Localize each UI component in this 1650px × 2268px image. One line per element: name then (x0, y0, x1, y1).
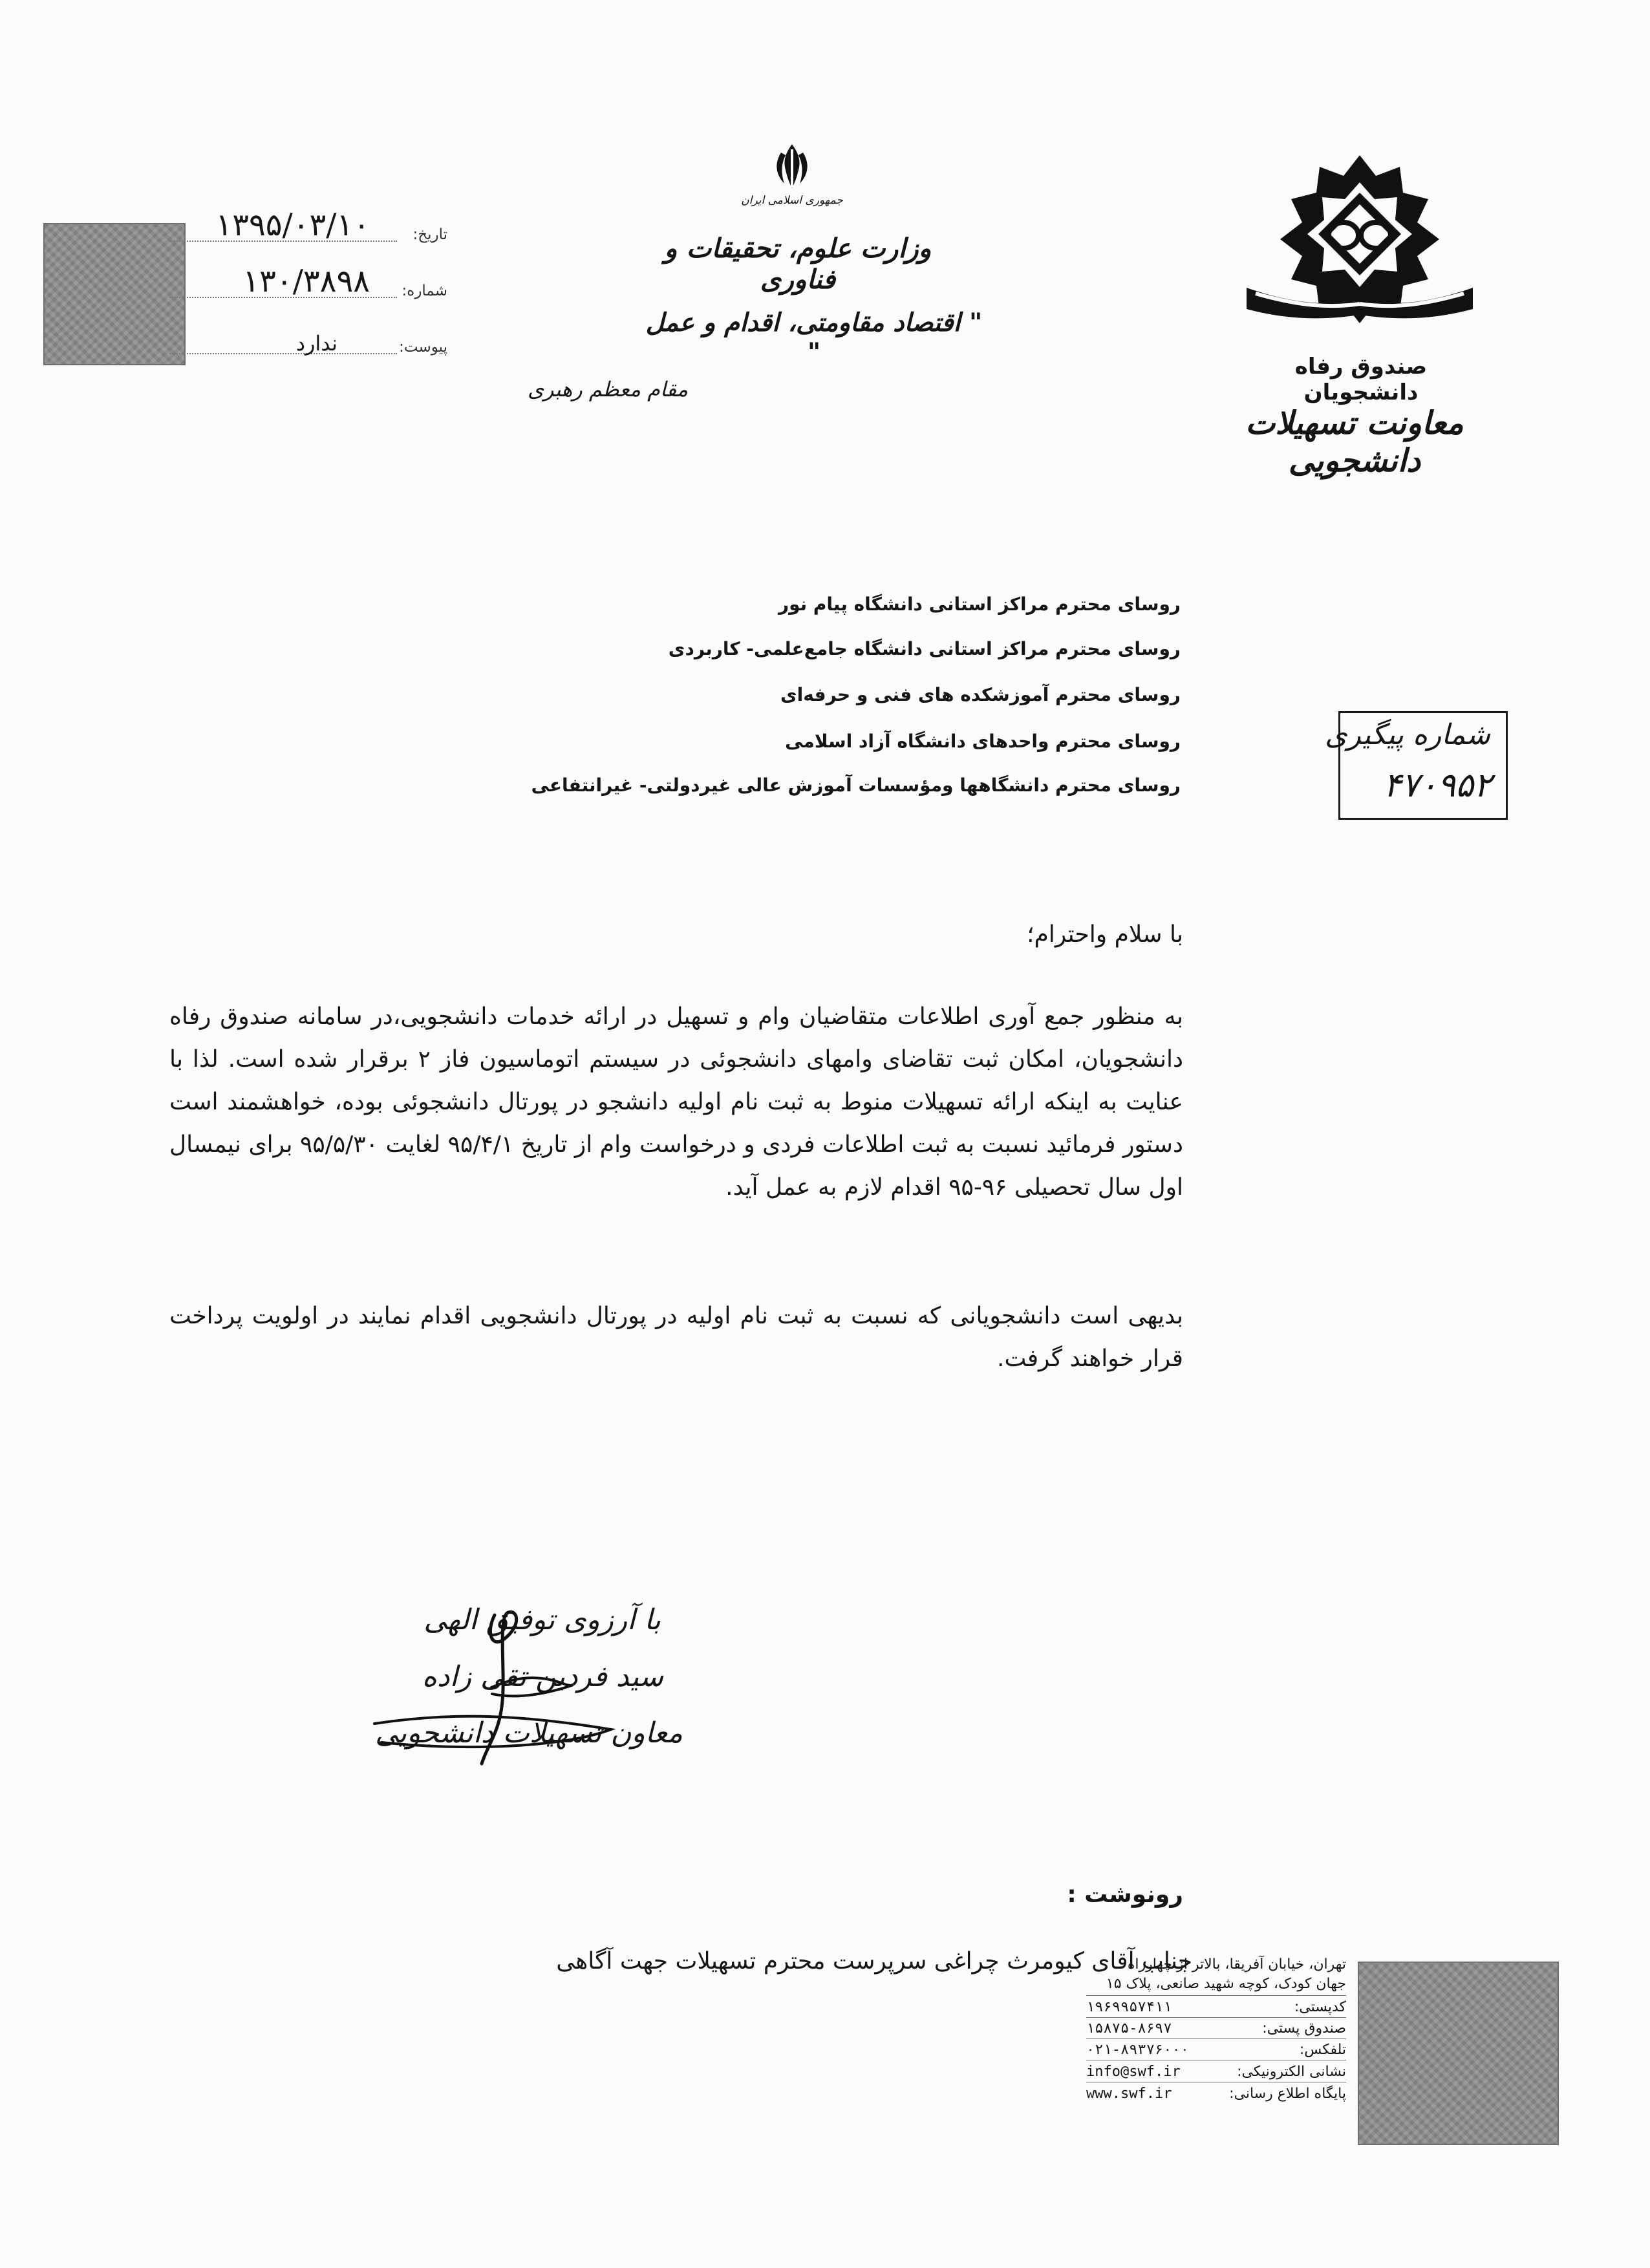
recipient-line: روسای محترم آموزشکده های فنی و حرفه‌ای (780, 684, 1181, 705)
number-row (169, 262, 447, 307)
copy-line: جناب آقای کیومرث چراغی سرپرست محترم تسهیلات جهت آگاهی (556, 1948, 1192, 1974)
attachment-row (169, 318, 447, 363)
iran-emblem-icon (769, 141, 815, 191)
handwritten-signature-mark (359, 1597, 708, 1791)
address-line: تهران، خیابان آفریقا، بالاتر از چهارراه (1127, 1956, 1346, 1973)
address-line: جهان کودک، کوچه شهید صانعی، پلاک ۱۵ (1106, 1976, 1346, 1992)
date-row (169, 206, 447, 251)
body-paragraph: بدیهی است دانشجویانی که نسبت به ثبت نام اولیه در پورتال دانشجویی اقدام نمایند در اولویت پرداخت قرار خواهند گرفت. (169, 1303, 1183, 1372)
tracking-number-box (1325, 711, 1508, 820)
qr-code-bottom (1358, 1962, 1559, 2145)
copy-label: رونوشت : (1067, 1881, 1183, 1908)
website-value[interactable]: www.swf.ir (1086, 2086, 1172, 2102)
date-label: تاریخ: (412, 226, 447, 243)
contact-block (1086, 1955, 1346, 2130)
fax-value: ۰۲۱-۸۹۳۷۶۰۰۰ (1086, 2042, 1189, 2058)
contact-divider (1086, 2017, 1346, 2018)
qr-code-top (43, 223, 186, 365)
ministry-text: وزارت علوم، تحقیقات و فناوری (664, 233, 932, 295)
signature-name: سید فردین تقی زاده (422, 1660, 663, 1693)
tracking-number: ۴۷۰۹۵۲ (1383, 766, 1492, 805)
recipient-line: روسای محترم دانشگاهها ومؤسسات آموزش عالی غیردولتی- غیرانتفاعی (531, 775, 1181, 796)
email-value[interactable]: info@swf.ir (1086, 2064, 1181, 2080)
contact-divider (1086, 2038, 1346, 2039)
tracking-label: شماره پیگیری (1325, 718, 1490, 751)
recipient-line: روسای محترم مراکز استانی دانشگاه جامع‌علمی- کاربردی (668, 638, 1181, 659)
organization-department: معاونت تسهیلات دانشجویی (1245, 404, 1464, 479)
attachment-value: ندارد (295, 331, 338, 356)
recipient-line: روسای محترم واحدهای دانشگاه آزاد اسلامی (785, 731, 1181, 752)
number-value: ۱۳۰/۳۸۹۸ (242, 263, 370, 299)
po-box-value: ۱۵۸۷۵-۸۶۹۷ (1086, 2020, 1172, 2037)
postal-code-label: کدپستی: (1294, 1999, 1346, 2015)
republic-text: جمهوری اسلامی ایران (741, 194, 843, 207)
student-welfare-fund-logo-icon (1234, 149, 1486, 343)
attachment-line (169, 353, 397, 354)
contact-divider (1086, 1995, 1346, 1996)
website-label: پایگاه اطلاع رسانی: (1229, 2086, 1346, 2102)
greeting: با سلام واحترام؛ (1027, 921, 1183, 948)
date-value: ۱۳۹۵/۰۳/۱۰ (215, 207, 370, 243)
organization-name: صندوق رفاه دانشجویان (1294, 354, 1428, 405)
number-label: شماره: (402, 283, 447, 299)
signature-title: معاون تسهیلات دانشجویی (375, 1717, 683, 1749)
slogan-source-text: مقام معظم رهبری (527, 377, 689, 401)
po-box-label: صندوق پستی: (1262, 2020, 1346, 2037)
signature-closing: با آرزوی توفیق الهی (423, 1603, 661, 1636)
fax-label: تلفکس: (1299, 2042, 1346, 2058)
postal-code-value: ۱۹۶۹۹۵۷۴۱۱ (1086, 1999, 1172, 2015)
email-label: نشانی الکترونیکی: (1237, 2064, 1346, 2080)
body-paragraph: به منظور جمع آوری اطلاعات متقاضیان وام و تسهیل در ارائه خدمات دانشجویی،در سامانه صندوق رفاه دانشجویان، امکان ثبت تقاضای وامهای دانشجوئی در سیستم اتوماسیون فاز ۲ برقرار شده است. لذا با عنایت به اینکه ارائه تسهیلات منوط به ثبت نام اولیه دانشجو در پورتال دانشجوئی بوده، خواهشمند است دستور فرمائید نسبت به ثبت اطلاعات فردی و درخواست وام از تاریخ ۹۵/۴/۱ لغایت ۹۵/۵/۳۰ برای نیمسال اول سال تحصیلی ۹۶-۹۵ اقدام لازم به عمل آید. (169, 1003, 1183, 1201)
attachment-label: پیوست: (399, 339, 447, 356)
slogan-text: " اقتصاد مقاومتی، اقدام و عمل " (645, 308, 983, 367)
recipient-line: روسای محترم مراکز استانی دانشگاه پیام نور (778, 594, 1181, 615)
